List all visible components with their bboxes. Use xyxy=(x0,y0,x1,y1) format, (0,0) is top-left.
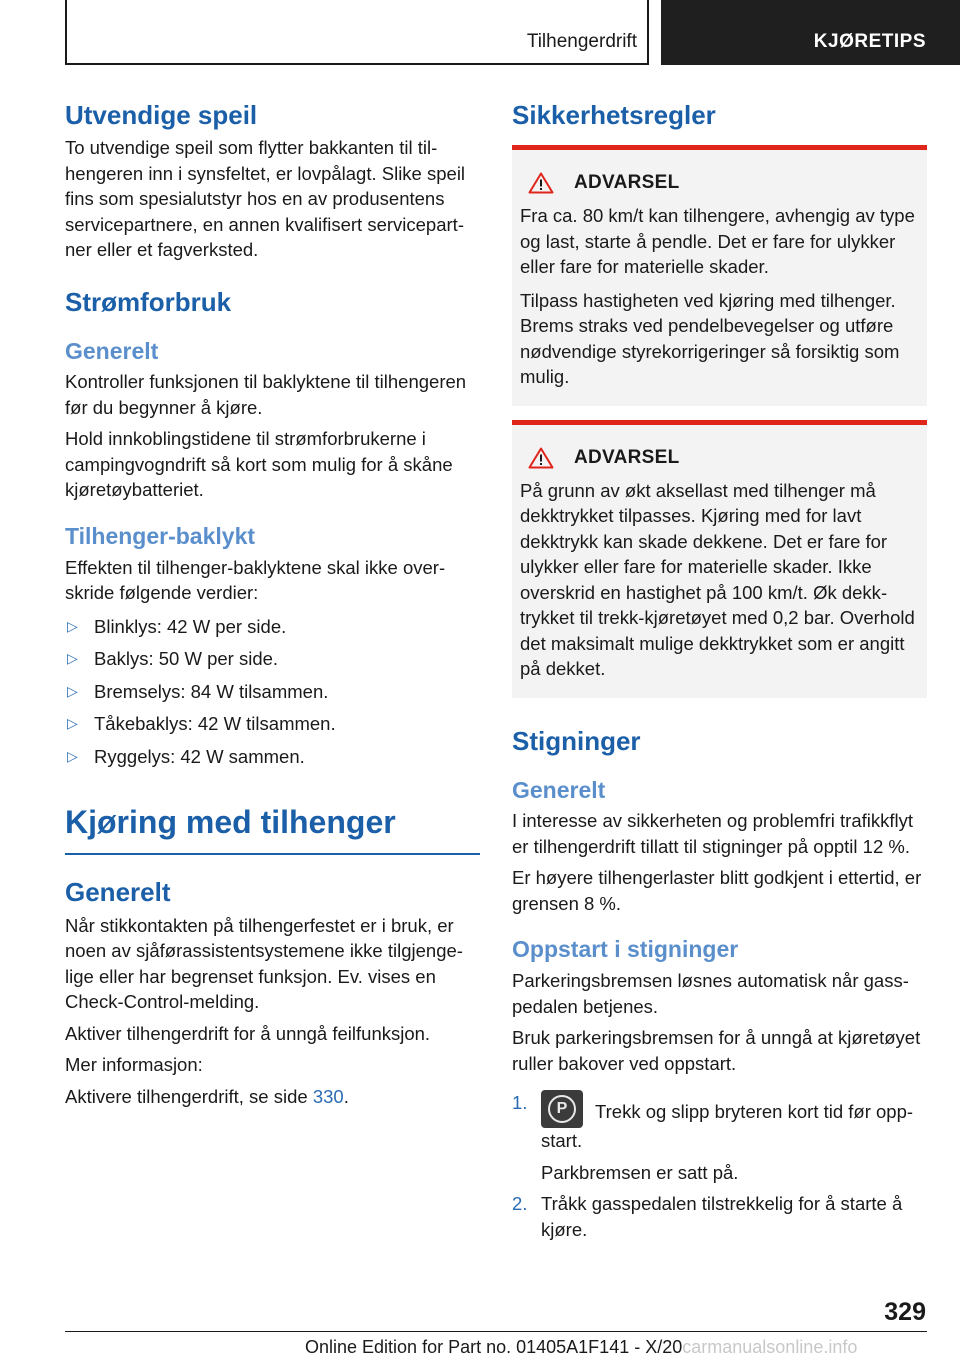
triangle-bullet-icon: ▷ xyxy=(67,715,78,732)
inclines-general-heading: Generelt xyxy=(512,776,606,803)
header-section-box xyxy=(65,0,649,65)
header-chapter-title: KJØRETIPS xyxy=(813,31,926,52)
warning-triangle-icon xyxy=(528,172,554,194)
list-item: 1. P Trekk og slipp bryteren kort tid før oppstart. Parkbremsen er satt på. xyxy=(512,1090,927,1185)
taillight-text: Effekten til tilhenger-baklyktene skal ikke overskride følgende verdier: xyxy=(65,556,446,604)
header-section-title: Tilhengerdrift xyxy=(526,31,637,52)
safety-heading: Sikkerhetsregler xyxy=(512,100,716,130)
mirrors-heading: Utvendige speil xyxy=(65,100,258,130)
heading-rule xyxy=(65,853,480,855)
start-heading: Oppstart i stigninger xyxy=(512,936,739,963)
list-item: ▷ Ryggelys: 42 W sammen. xyxy=(65,744,480,770)
driving-general-heading: Generelt xyxy=(65,877,171,908)
triangle-bullet-icon: ▷ xyxy=(67,747,78,764)
step-number: 2. xyxy=(512,1193,528,1215)
list-item: ▷ Baklys: 50 W per side. xyxy=(65,646,480,672)
step-number: 1. xyxy=(512,1092,528,1114)
inclines-p2: Er høyere tilhengerlaster blitt godkjent i ettertid, er grensen 8 %. xyxy=(512,867,922,914)
warning-label: ADVARSEL xyxy=(574,172,680,194)
taillight-list xyxy=(65,614,480,770)
driving-heading: Kjøring med tilhenger xyxy=(65,804,396,841)
inclines-p3: Parkeringsbremsen løsnes automatisk når gasspedalen betjenes. xyxy=(512,970,909,1017)
driving-p4: Aktivere tilhengerdrift, se side 330. xyxy=(65,1085,349,1107)
list-item: ▷ Tåkebaklys: 42 W tilsammen. xyxy=(65,711,480,737)
power-general-heading: Generelt xyxy=(65,337,159,364)
triangle-bullet-icon: ▷ xyxy=(67,682,78,699)
power-general-p1: Kontroller funksjonen til baklyktene til tilhengeren før du begynner å kjøre. xyxy=(65,371,467,418)
footer-edition: Online Edition for Part no. 01405A1F141 - X/20carmanualsonline.info xyxy=(305,1337,858,1357)
left-column xyxy=(65,100,480,1109)
power-heading: Strømforbruk xyxy=(65,286,232,317)
warning1-p2: Tilpass hastigheten ved kjøring med tilhenger. Brems straks ved pendelbevegelser og utføre nødvendige styrekorrigeringer så forsiktig som mulig. xyxy=(520,289,900,388)
inclines-heading: Stigninger xyxy=(512,725,641,756)
step-note: Parkbremsen er satt på. xyxy=(541,1161,739,1183)
start-steps xyxy=(512,1090,927,1242)
mirrors-text: To utvendige speil som flytter bakkanten til tilhengeren inn i synsfeltet, er lovpålagt. Slike speil fins som spesialutstyr hos en av produsentens servicepartnere, en annen kvalifisert servicepartner eller et fagverksted. xyxy=(65,137,466,261)
warning-box-1 xyxy=(512,145,927,406)
page-number: 329 xyxy=(884,1298,926,1326)
list-item: ▷ Blinklys: 42 W per side. xyxy=(65,614,480,640)
parking-brake-icon: P xyxy=(541,1090,583,1128)
list-item: 2. Tråkk gasspedalen tilstrekkelig for å starte å kjøre. xyxy=(512,1193,903,1240)
power-general-p2: Hold innkoblingstidene til strømforbrukerne i campingvogndrift så kort som mulig for å skåne kjøretøybatteriet. xyxy=(65,428,453,501)
taillight-heading: Tilhenger-baklykt xyxy=(65,522,256,549)
inclines-p1: I interesse av sikkerheten og problemfri trafikkflyt er tilhengerdrift tillatt til stigninger på opptil 12 %. xyxy=(512,810,913,857)
triangle-bullet-icon: ▷ xyxy=(67,650,78,667)
driving-p2: Aktiver tilhengerdrift for å unngå feilfunksjon. xyxy=(65,1022,431,1044)
warning-box-2 xyxy=(512,420,927,698)
warning1-p1: Fra ca. 80 km/t kan tilhengere, avhengig av type og last, starte å pendle. Det er fare for ulykker eller fare for materielle skader. xyxy=(520,205,915,278)
page-330-link[interactable]: 330 xyxy=(312,1085,344,1107)
footer-divider xyxy=(65,1331,927,1332)
watermark: carmanualsonline.info xyxy=(682,1337,858,1357)
inclines-p4: Bruk parkeringsbremsen for å unngå at kjøretøyet ruller bakover ved oppstart. xyxy=(512,1027,921,1074)
warning-label: ADVARSEL xyxy=(574,446,680,468)
header-chapter-box xyxy=(661,0,960,65)
warning2-p1: På grunn av økt aksellast med tilhenger må dekktrykket tilpasses. Kjøring med for lavt dekktrykk kan skade dekkene. Det er fare for ulykker eller fare for materielle skader. Ikke overskrid en hastighet på 100 km/t. Øk dekktrykket til trekk-kjøretøyet med 0,2 bar. Overhold det maksimalt mulige dekktrykket som er angitt på dekket. xyxy=(520,479,915,680)
triangle-bullet-icon: ▷ xyxy=(67,617,78,634)
driving-p1: Når stikkontakten på tilhengerfestet er i bruk, er noen av sjåførassistentsystemene ikke tilgjengelige eller har begrenset funksjon. Ev. vises en Check-Control-melding. xyxy=(65,914,463,1013)
list-item: ▷ Bremselys: 84 W tilsammen. xyxy=(65,679,480,705)
driving-p3: Mer informasjon: xyxy=(65,1054,203,1076)
warning-triangle-icon xyxy=(528,447,554,469)
right-column xyxy=(512,100,927,1242)
